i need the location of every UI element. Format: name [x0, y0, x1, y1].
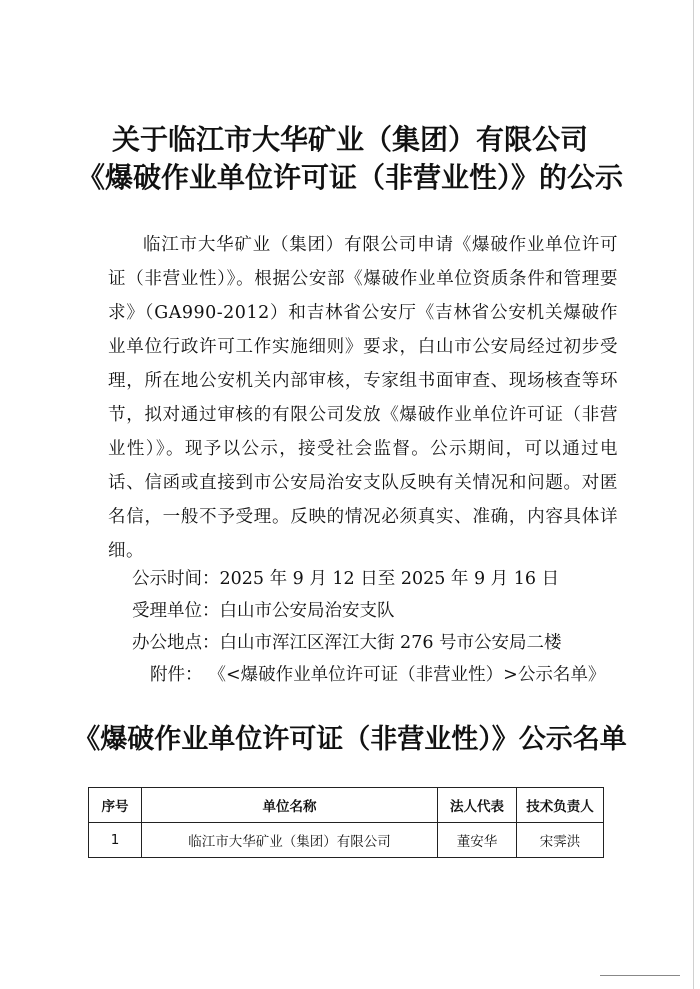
- cell-tech-lead: 宋霁洪: [517, 823, 604, 858]
- attachment-label: 附件：: [150, 665, 203, 685]
- notice-body: 临江市大华矿业（集团）有限公司申请《爆破作业单位许可证（非营业性）》。根据公安部《爆破作业单位资质条件和管理要求》（GA990-2012）和吉林省公安厅《吉林省公安机关爆破作业单位行政许可工作实施细则》要求，白山市公安局经过初步受理，所在地公安机关内部审核，专家组书面审查、现场核查等环节，拟对通过审核的有限公司发放《爆破作业单位许可证（非营业性）》。现予以公示，接受社会监督。公示期间，可以通过电话、信函或直接到市公安局治安支队反映有关情况和问题。对匿名信，一般不予受理。反映的情况必须真实、准确，内容具体详细。: [108, 235, 618, 561]
- cell-index: 1: [89, 823, 142, 858]
- office-address-label: 办公地点：: [132, 633, 220, 653]
- roster-header-row: [89, 788, 604, 823]
- accepting-unit-value: 白山市公安局治安支队: [219, 601, 395, 621]
- office-address-value: 白山市浑江区浑江大街 276 号市公安局二楼: [219, 633, 562, 653]
- cell-unit-name: 临江市大华矿业（集团）有限公司: [142, 823, 438, 858]
- header-unit-name: 单位名称: [142, 788, 438, 823]
- notice-title-line1: 关于临江市大华矿业（集团）有限公司: [111, 123, 588, 156]
- office-address: [132, 626, 562, 660]
- roster-table: [88, 787, 604, 858]
- accepting-unit: [132, 594, 395, 628]
- notice-title-line2: 《爆破作业单位许可证（非营业性）》的公示: [76, 161, 623, 194]
- header-legal-rep: 法人代表: [438, 788, 517, 823]
- table-row: [89, 823, 604, 858]
- attachment-value: 《<爆破作业单位许可证（非营业性）>公示名单》: [208, 665, 606, 685]
- attachment: [132, 658, 605, 692]
- roster-title: 《爆破作业单位许可证（非营业性）》公示名单: [73, 724, 627, 755]
- publicity-time-value: 2025 年 9 月 12 日至 2025 年 9 月 16 日: [219, 569, 560, 589]
- cell-legal-rep: 董安华: [438, 823, 517, 858]
- scan-mark: [600, 975, 680, 976]
- accepting-unit-label: 受理单位：: [132, 601, 220, 621]
- publicity-time: [132, 562, 559, 596]
- header-index: 序号: [89, 788, 142, 823]
- publicity-time-label: 公示时间：: [132, 569, 220, 589]
- header-tech-lead: 技术负责人: [517, 788, 604, 823]
